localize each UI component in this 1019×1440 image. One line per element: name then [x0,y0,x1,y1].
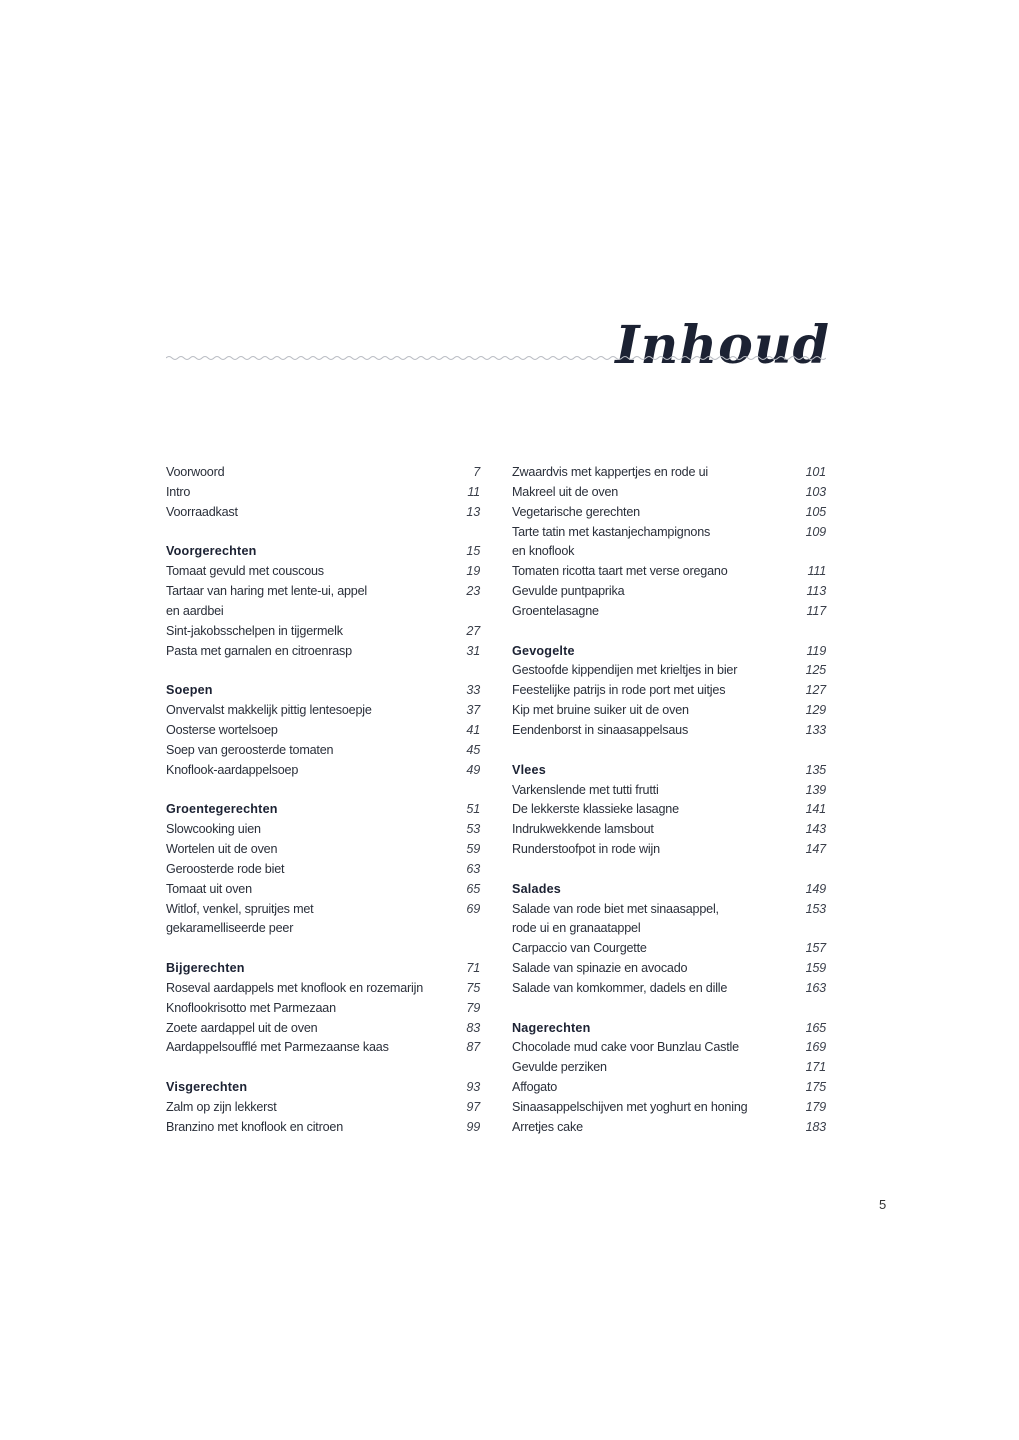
toc-entry-title: Oosterse wortelsoep [166,722,278,737]
toc-entry-title: Salade van rode biet met sinaasappel, [512,901,719,916]
toc-page-number: 19 [466,564,480,579]
toc-entry-title: Wortelen uit de oven [166,842,278,857]
toc-page-number: 139 [805,782,826,797]
toc-entry-title: Tomaat uit oven [166,881,252,896]
toc-entry-title: en knoflook [512,544,575,559]
toc-entry-title: Tartaar van haring met lente-ui, appel [166,584,368,599]
toc-entry-title: Affogato [512,1080,558,1095]
toc-entry-title: Arretjes cake [512,1119,583,1134]
toc-page-number: 111 [807,564,826,579]
toc-entry[interactable] [512,959,826,979]
toc-entry-title: Groentegerechten [166,802,278,817]
toc-section-heading[interactable] [512,1019,826,1039]
toc-page-number: 15 [466,544,480,559]
toc-entry-title: Varkenslende met tutti frutti [512,782,659,797]
section-spacer [512,741,826,761]
toc-entry[interactable] [166,622,480,642]
toc-page-number: 51 [466,802,480,817]
toc-entry[interactable] [166,761,480,781]
toc-entry-title: Salades [512,881,562,896]
toc-page-number: 117 [806,603,826,618]
toc-entry[interactable] [512,800,826,820]
toc-page-number: 129 [805,703,826,718]
toc-entry[interactable] [166,562,480,582]
toc-entry-title: Voorraadkast [166,504,238,519]
toc-entry[interactable] [512,503,826,523]
toc-page-number: 143 [805,822,826,837]
toc-entry-title: Pasta met garnalen en citroenrasp [166,643,352,658]
toc-page-number: 27 [466,623,480,638]
toc-entry-title: De lekkerste klassieke lasagne [512,802,679,817]
toc-page-number: 119 [806,643,826,658]
toc-entry-title: en aardbei [166,603,224,618]
toc-page-number: 183 [805,1119,826,1134]
toc-entry[interactable] [512,721,826,741]
toc-page-number: 179 [805,1100,826,1114]
toc-entry-title: Tarte tatin met kastanjechampignons [512,524,711,539]
toc-entry-title: Soep van geroosterde tomaten [166,742,334,757]
toc-page-number: 157 [805,941,826,956]
toc-page-number: 41 [466,722,480,737]
toc-entry-title: Roseval aardappels met knoflook en rozemarijn [166,980,424,995]
toc-entry-title: Branzino met knoflook en citroen [166,1119,344,1134]
toc-page-number: 127 [805,683,826,698]
toc-entry[interactable] [512,1098,826,1118]
toc-page-number: 113 [806,584,826,599]
toc-entry[interactable] [166,463,480,483]
toc-entry[interactable] [512,1038,826,1058]
toc-entry[interactable] [166,820,480,840]
toc-entry[interactable] [512,661,826,681]
toc-page-number: 175 [805,1080,826,1095]
toc-entry-title: Feestelijke patrijs in rode port met uitjes [512,683,726,698]
toc-page-number: 163 [805,980,826,995]
toc-entry[interactable] [512,602,826,622]
toc-page-number: 99 [466,1119,480,1134]
toc-page-number: 87 [466,1040,480,1055]
toc-entry-title: Runderstoofpot in rode wijn [512,842,660,857]
toc-entry[interactable] [166,483,480,503]
toc-page-number: 153 [805,901,826,916]
toc-entry-title: Visgerechten [166,1080,248,1095]
toc-entry[interactable] [512,939,826,959]
toc-page-number: 109 [805,524,826,539]
toc-entry[interactable] [166,979,480,999]
toc-page-number: 11 [467,484,480,499]
toc-page-number: 59 [466,842,480,857]
toc-entry-title: Tomaat gevuld met couscous [166,564,324,579]
toc-entry[interactable] [512,979,826,999]
toc-entry[interactable] [512,840,826,860]
toc-page-number: 147 [805,842,826,857]
toc-entry-continuation[interactable] [512,919,826,939]
toc-page-number: 79 [466,1000,480,1015]
toc-entry-title: Tomaten ricotta taart met verse oregano [512,564,728,579]
section-spacer [512,999,826,1019]
toc-entry[interactable] [512,681,826,701]
toc-page-number: 37 [466,703,480,718]
toc-page-number: 69 [466,901,480,916]
toc-entry[interactable] [512,1078,826,1098]
toc-entry-title: Zwaardvis met kappertjes en rode ui [512,465,708,479]
toc-entry[interactable] [166,721,480,741]
toc-page-number: 149 [805,881,826,896]
section-spacer [166,661,480,681]
toc-entry[interactable] [166,860,480,880]
toc-page-number: 105 [805,504,826,519]
toc-column-right [512,463,826,1138]
toc-section-heading[interactable] [166,800,480,820]
toc-entry-continuation[interactable] [512,542,826,562]
toc-section-heading[interactable] [166,542,480,562]
section-spacer [166,523,480,543]
toc-entry[interactable] [166,1019,480,1039]
toc-entry-title: Salade van spinazie en avocado [512,961,688,976]
toc-entry-title: Gevogelte [512,643,575,658]
toc-entry-title: Indrukwekkende lamsbout [512,822,654,837]
toc-entry-title: Geroosterde rode biet [166,861,285,876]
toc-page-number: 101 [805,465,826,479]
toc-entry-title: Eendenborst in sinaasappelsaus [512,722,689,737]
toc-page-number: 125 [805,663,826,678]
toc-page-number: 31 [466,643,480,658]
page-title: Inhoud [615,314,830,376]
toc-page-number: 71 [466,961,480,976]
toc-entry[interactable] [166,999,480,1019]
toc-page-number: 65 [466,881,480,896]
toc-entry-title: Zalm op zijn lekkerst [166,1100,277,1114]
toc-page-number: 53 [466,822,480,837]
toc-page-number: 23 [466,584,480,599]
toc-entry-title: Gevulde perziken [512,1060,607,1075]
toc-entry-title: Chocolade mud cake voor Bunzlau Castle [512,1040,739,1055]
toc-page-number: 33 [466,683,480,698]
toc-section-heading[interactable] [166,1078,480,1098]
section-spacer [166,939,480,959]
toc-entry[interactable] [166,701,480,721]
toc-entry[interactable] [166,1118,480,1138]
toc-column-left [166,463,480,1138]
toc-entry-title: Zoete aardappel uit de oven [166,1020,318,1035]
toc-page-number: 45 [466,742,480,757]
toc-entry[interactable] [512,701,826,721]
toc-entry[interactable] [512,483,826,503]
toc-entry[interactable] [166,900,480,920]
toc-entry[interactable] [166,1098,480,1118]
toc-section-heading[interactable] [166,959,480,979]
wavy-divider [166,354,826,362]
toc-entry-title: Intro [166,484,191,499]
toc-entry-title: Sint-jakobsschelpen in tijgermelk [166,623,343,638]
toc-entry-title: Carpaccio van Courgette [512,941,647,956]
toc-page-number: 133 [805,722,826,737]
toc-entry-title: Witlof, venkel, spruitjes met [166,901,314,916]
section-spacer [166,1058,480,1078]
toc-entry-title: rode ui en granaatappel [512,921,641,936]
toc-page-number: 93 [466,1080,480,1095]
toc-entry-title: Bijgerechten [166,961,245,976]
toc-entry-title: Vlees [512,762,546,777]
toc-entry-title: Aardappelsoufflé met Parmezaanse kaas [166,1040,389,1055]
toc-section-heading[interactable] [512,880,826,900]
toc-section-heading[interactable] [512,642,826,662]
toc-page-number: 165 [805,1020,826,1035]
toc-section-heading[interactable] [166,681,480,701]
toc-entry-title: Knoflook-aardappelsoep [166,762,299,777]
toc-entry-title: Sinaasappelschijven met yoghurt en honing [512,1100,748,1114]
toc-entry[interactable] [512,900,826,920]
toc-entry-title: Groentelasagne [512,603,599,618]
toc-entry-title: Salade van komkommer, dadels en dille [512,980,728,995]
toc-entry-title: Voorwoord [166,465,225,479]
toc-page-number: 141 [805,802,826,817]
toc-entry[interactable] [166,582,480,602]
toc-page-number: 7 [473,465,480,479]
toc-page-number: 103 [805,484,826,499]
toc-entry-title: Gevulde puntpaprika [512,584,625,599]
toc-page-number: 49 [466,762,480,777]
toc-entry[interactable] [166,642,480,662]
toc-entry-title: Gestoofde kippendijen met krieltjes in bier [512,663,738,678]
toc-page-number: 13 [466,504,480,519]
toc-entry[interactable] [512,820,826,840]
toc-entry[interactable] [512,1058,826,1078]
page-number: 5 [879,1197,887,1212]
toc-entry-title: Slowcooking uien [166,822,261,837]
toc-page-number: 97 [466,1100,480,1114]
toc-entry[interactable] [512,582,826,602]
toc-page-number: 159 [805,961,826,976]
section-spacer [166,781,480,801]
toc-entry[interactable] [512,781,826,801]
toc-entry-continuation[interactable] [166,919,480,939]
toc-entry-title: Knoflookrisotto met Parmezaan [166,1000,336,1015]
toc-entry-title: Soepen [166,683,213,698]
toc-entry-title: Nagerechten [512,1020,591,1035]
toc-entry[interactable] [166,840,480,860]
toc-page-number: 83 [466,1020,480,1035]
toc-entry-title: Voorgerechten [166,544,257,559]
toc-page-number: 169 [805,1040,826,1055]
toc-entry[interactable] [512,562,826,582]
toc-entry[interactable] [166,1038,480,1058]
toc-entry-title: Kip met bruine suiker uit de oven [512,703,689,718]
toc-entry[interactable] [166,741,480,761]
toc-entry-continuation[interactable] [166,602,480,622]
toc-entry-title: Onvervalst makkelijk pittig lentesoepje [166,703,372,718]
toc-entry-title: Makreel uit de oven [512,484,619,499]
toc-section-heading[interactable] [512,761,826,781]
toc-entry[interactable] [166,880,480,900]
section-spacer [512,860,826,880]
toc-entry-title: gekaramelliseerde peer [166,921,294,936]
toc-entry[interactable] [512,523,826,543]
section-spacer [512,622,826,642]
toc-page-number: 171 [805,1060,826,1075]
toc-page-number: 135 [805,762,826,777]
toc-entry[interactable] [512,463,826,483]
toc-entry-title: Vegetarische gerechten [512,504,640,519]
toc-entry[interactable] [512,1118,826,1138]
toc-page-number: 63 [466,861,480,876]
toc-page-number: 75 [466,980,480,995]
toc-entry[interactable] [166,503,480,523]
